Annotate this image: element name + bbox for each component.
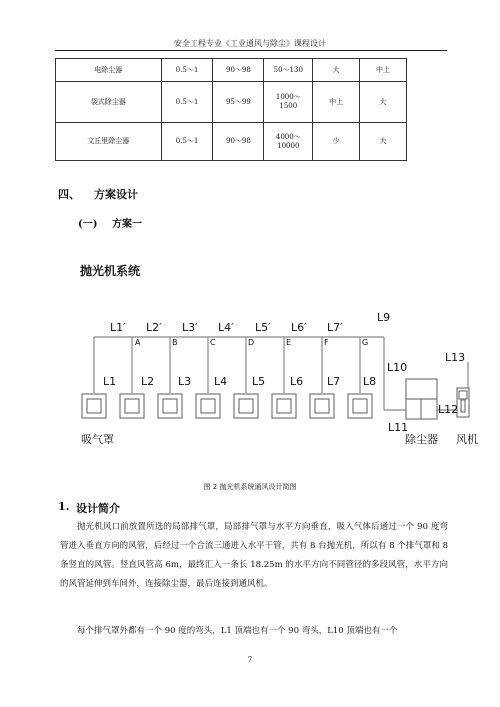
table-cell: 中上: [360, 59, 407, 82]
label-l8: L8: [363, 375, 377, 388]
node-e: E: [286, 338, 292, 347]
table-cell: 90～98: [213, 59, 264, 82]
label-l3p: L3′: [182, 321, 198, 334]
section-title: 方案设计: [94, 188, 138, 201]
hood-1-inner: [87, 399, 101, 413]
dust-collector: [406, 379, 437, 419]
label-l2p: L2′: [146, 321, 162, 334]
subsection-title: 方案一: [112, 219, 142, 230]
table-cell: 少: [313, 123, 360, 161]
page-number: 7: [247, 656, 253, 664]
table-cell: 电除尘器: [56, 59, 162, 82]
fan-shaft: [461, 400, 465, 412]
node-c: C: [210, 338, 216, 347]
label-l1: L1: [103, 375, 117, 388]
table-cell: 95～99: [213, 82, 264, 123]
label-l11: L11: [388, 421, 409, 434]
label-l5: L5: [252, 375, 266, 388]
label-l7: L7: [327, 375, 341, 388]
node-a: A: [135, 338, 141, 347]
fan-inner: [459, 391, 467, 399]
fan-label: 风机: [456, 433, 478, 446]
top-labels: [110, 321, 343, 334]
fan: [457, 388, 469, 417]
table-cell: 袋式除尘器: [56, 82, 162, 123]
hood-5-inner: [239, 399, 253, 413]
table-cell: 0.5～1: [161, 123, 213, 161]
label-l13: L13: [445, 351, 466, 364]
hood-7-inner: [315, 399, 329, 413]
intro-number: 1.: [58, 500, 70, 513]
hood-6-inner: [277, 399, 291, 413]
label-l4p: L4′: [218, 321, 234, 334]
table-cell: 大: [360, 123, 407, 161]
table-cell: 文丘里除尘器: [56, 123, 162, 161]
hood-label: 吸气罩: [81, 433, 114, 446]
node-f: F: [324, 338, 329, 347]
hood-3-inner: [163, 399, 177, 413]
table-cell: 90～98: [213, 123, 264, 161]
subsection-number: (一): [78, 219, 98, 230]
label-l12: L12: [438, 403, 459, 416]
hood-2-inner: [125, 399, 139, 413]
label-l9: L9: [377, 311, 391, 324]
figure-title: 抛光机系统: [80, 264, 141, 278]
hood-8-inner: [353, 399, 367, 413]
intro-paragraph-2: 每个排气罩外都有一个 90 度的弯头，L1 顶端也有一个 90 弯头，L10 顶端也有一个: [77, 626, 398, 636]
label-l2: L2: [141, 375, 155, 388]
label-l6: L6: [290, 375, 304, 388]
node-b: B: [172, 338, 178, 347]
label-l7p: L7′: [327, 321, 343, 334]
table-cell: 50～130: [264, 59, 313, 82]
node-d: D: [248, 338, 255, 347]
table-cell: 大: [360, 82, 407, 123]
component-labels: [81, 432, 478, 446]
table-cell: 0.5～1: [161, 59, 213, 82]
table-cell: 中上: [313, 82, 360, 123]
label-l10: L10: [387, 361, 408, 374]
label-l6p: L6′: [291, 321, 307, 334]
running-header: 安全工程专业《工业通风与除尘》课程设计: [174, 39, 326, 48]
table-cell: 大: [313, 59, 360, 82]
label-l4: L4: [214, 375, 228, 388]
collector-label: 除尘器: [405, 433, 438, 446]
label-l3: L3: [178, 375, 192, 388]
hood-4-inner: [201, 399, 215, 413]
intro-title: 设计简介: [76, 502, 120, 515]
table-cell: 0.5～1: [161, 82, 213, 123]
label-l1p: L1′: [110, 321, 126, 334]
node-g: G: [362, 338, 369, 347]
label-l5p: L5′: [255, 321, 271, 334]
table-cell: 1000～ 1500: [264, 82, 313, 123]
figure-caption: 图 2 抛光机系统通风设计简图: [203, 483, 297, 491]
hoods: [82, 394, 372, 418]
table-cell: 4000～ 10000: [264, 123, 313, 161]
intro-paragraph-1: 抛光机风口前放置所选的局部排气罩，局部排气罩与水平方向垂直，吸入气体后通过一个 90 度弯管进入垂直方向的风管，后经过一个合流三通进入水平干管，共有 8 台抛光机，所以有 8 个排气罩和 8 条竖直的风管。竖直风管高 6m，最终汇入一条长 18.25m 的水平方向不同管径的多段风管，水平方向的风管延伸到车间外，连接除尘器，最后连接到通风机。: [60, 522, 448, 589]
section-number: 四、: [58, 188, 80, 201]
